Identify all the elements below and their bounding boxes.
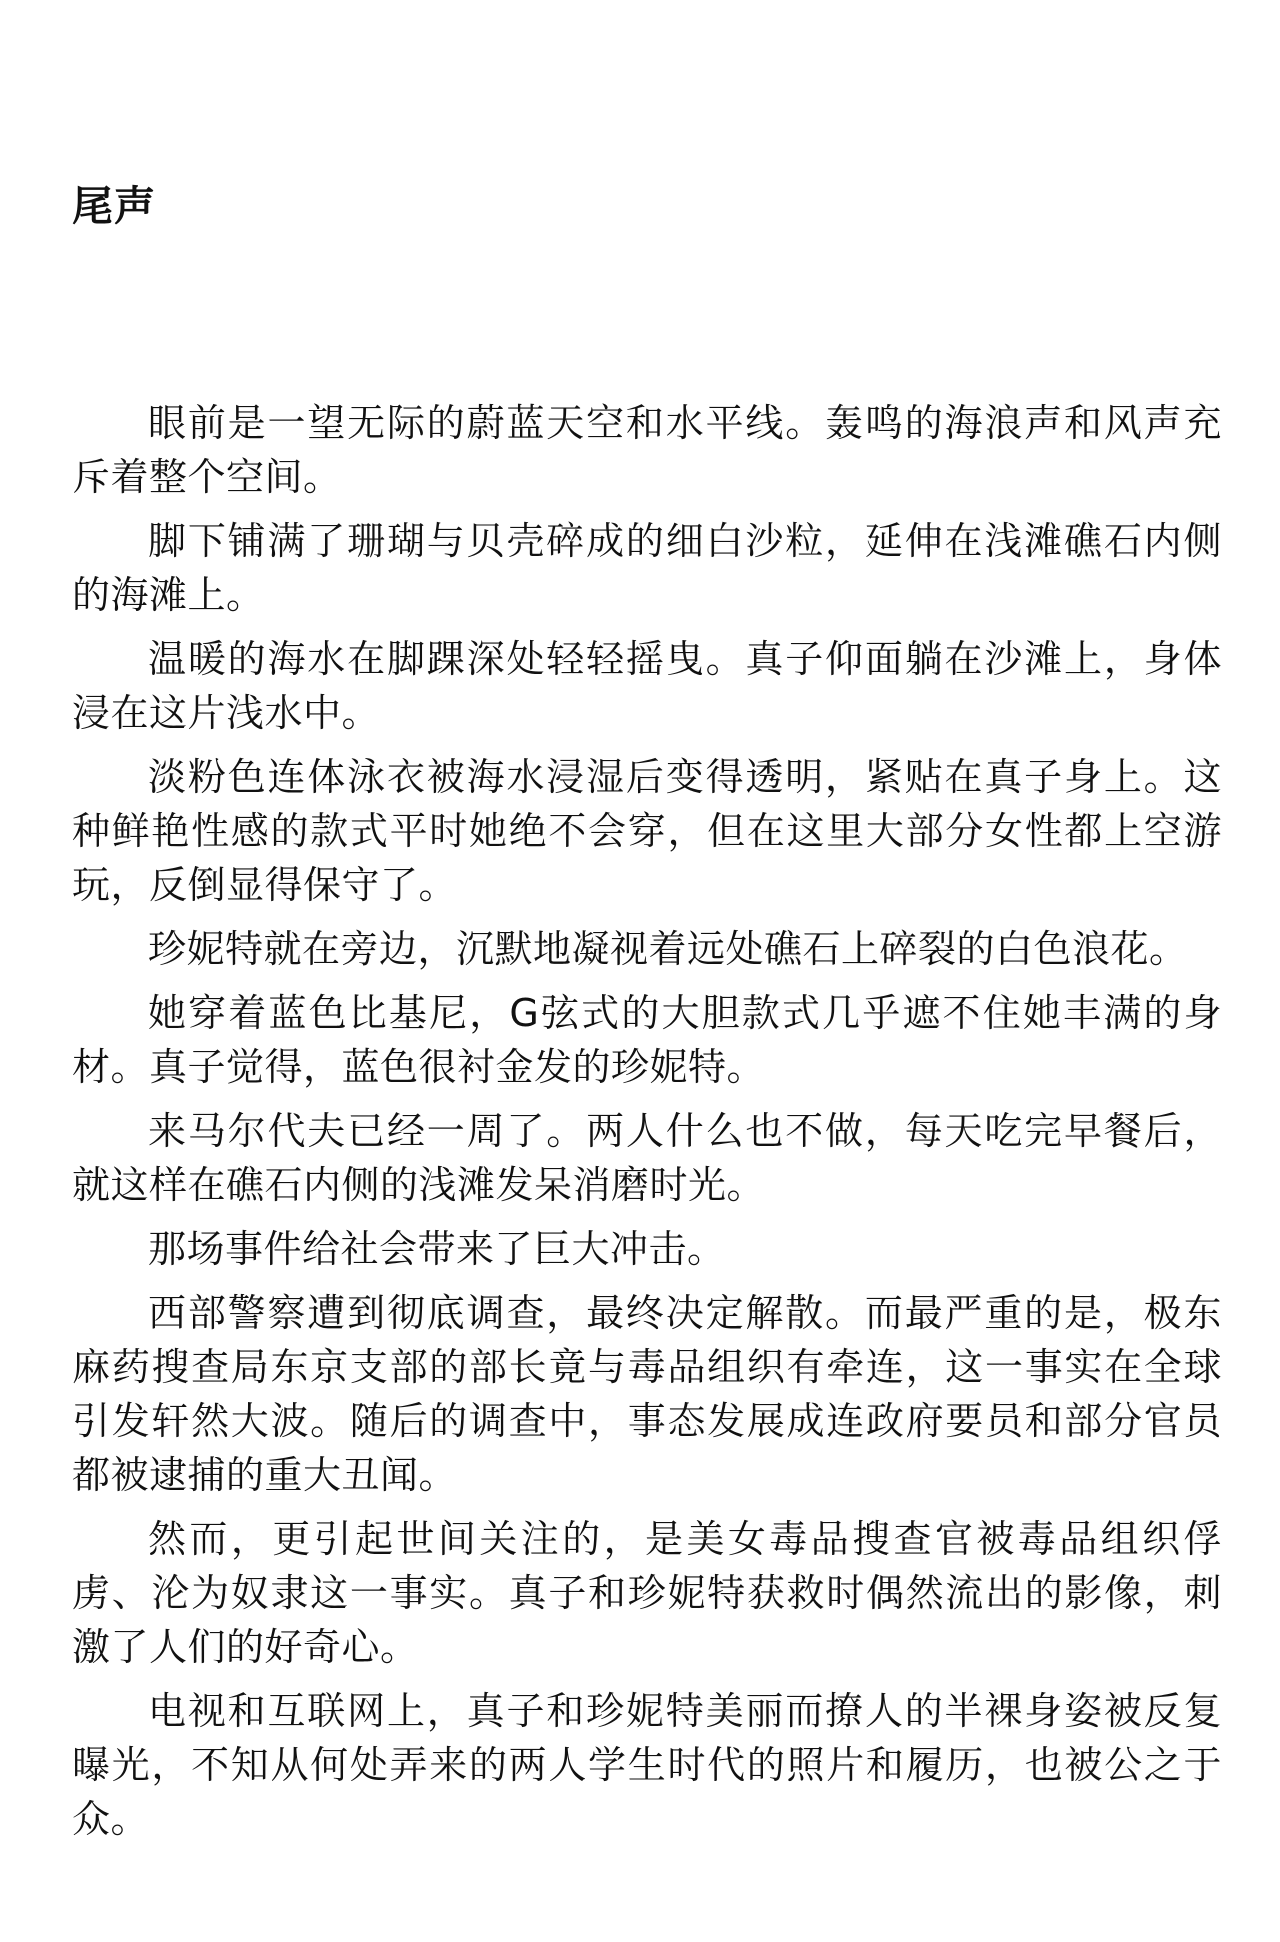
paragraph: 西部警察遭到彻底调查，最终决定解散。而最严重的是，极东麻药搜查局东京支部的部长竟与毒品组织有牵连，这一事实在全球引发轩然大波。随后的调查中，事态发展成连政府要员和部分官员都被逮捕的重大丑闻。 <box>72 1291 1222 1497</box>
paragraph: 眼前是一望无际的蔚蓝天空和水平线。轰鸣的海浪声和风声充斥着整个空间。 <box>72 401 1222 499</box>
paragraph: 温暖的海水在脚踝深处轻轻摇曳。真子仰面躺在沙滩上，身体浸在这片浅水中。 <box>72 637 1222 735</box>
paragraph: 电视和互联网上，真子和珍妮特美丽而撩人的半裸身姿被反复曝光，不知从何处弄来的两人学生时代的照片和履历，也被公之于众。 <box>72 1689 1222 1841</box>
chapter-title: 尾声 <box>72 182 156 230</box>
paragraph: 来马尔代夫已经一周了。两人什么也不做，每天吃完早餐后，就这样在礁石内侧的浅滩发呆消磨时光。 <box>72 1109 1222 1207</box>
chapter-body <box>72 396 1222 1856</box>
paragraph: 脚下铺满了珊瑚与贝壳碎成的细白沙粒，延伸在浅滩礁石内侧的海滩上。 <box>72 519 1222 617</box>
paragraph: 她穿着蓝色比基尼，G弦式的大胆款式几乎遮不住她丰满的身材。真子觉得，蓝色很衬金发的珍妮特。 <box>72 991 1222 1089</box>
paragraph: 然而，更引起世间关注的，是美女毒品搜查官被毒品组织俘虏、沦为奴隶这一事实。真子和珍妮特获救时偶然流出的影像，刺激了人们的好奇心。 <box>72 1517 1222 1669</box>
paragraph: 那场事件给社会带来了巨大冲击。 <box>148 1227 726 1271</box>
paragraph: 珍妮特就在旁边，沉默地凝视着远处礁石上碎裂的白色浪花。 <box>148 927 1188 971</box>
paragraph: 淡粉色连体泳衣被海水浸湿后变得透明，紧贴在真子身上。这种鲜艳性感的款式平时她绝不会穿，但在这里大部分女性都上空游玩，反倒显得保守了。 <box>72 755 1222 907</box>
